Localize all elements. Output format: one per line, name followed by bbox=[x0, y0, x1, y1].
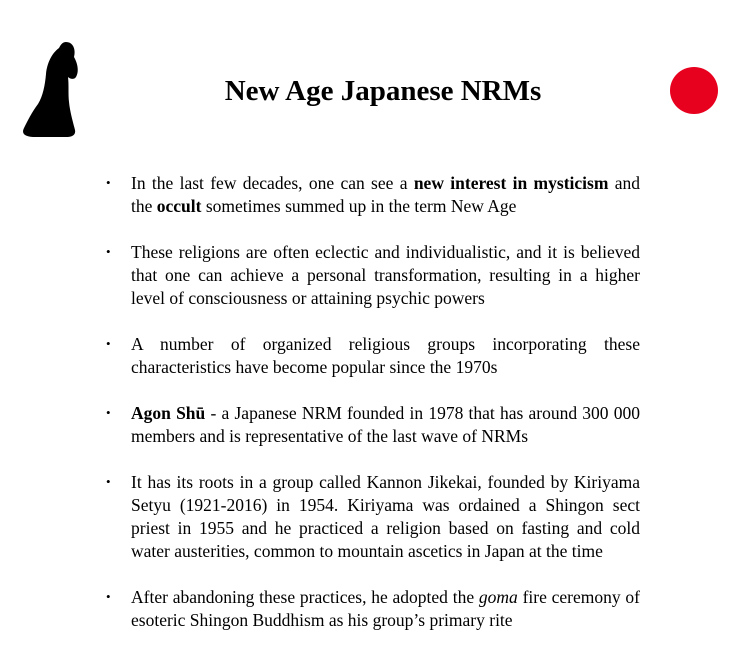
bullet-marker: • bbox=[106, 589, 111, 604]
bullet-marker: • bbox=[106, 336, 111, 351]
bullet-text: fire ceremony of esoteric Shingon Buddhism as his group’s primary rite bbox=[131, 587, 640, 630]
bullet-text: A number of organized religious groups incorporating these characteristics have become popular since the 1970s bbox=[131, 334, 640, 377]
bullet-marker: • bbox=[106, 175, 111, 190]
bullet-text: and the bbox=[131, 173, 640, 216]
bullet-text: sometimes summed up in the term New Age bbox=[201, 196, 517, 216]
bullet-marker: • bbox=[106, 474, 111, 489]
bullet-kannon-jikekai bbox=[104, 471, 640, 563]
bullet-organized-groups bbox=[104, 333, 640, 379]
bold-phrase: occult bbox=[156, 196, 202, 216]
bullet-marker: • bbox=[106, 405, 111, 420]
bold-phrase: new interest in mysticism bbox=[413, 173, 609, 193]
bullet-marker: • bbox=[106, 244, 111, 259]
slide-title: New Age Japanese NRMs bbox=[224, 75, 542, 107]
bullet-text: It has its roots in a group called Kannon Jikekai, founded by Kiriyama Setyu (1921-2016) in 1954. Kiriyama was ordained a Shingon sect priest in 1955 and he practiced a religion based on fasting and cold water austerities, common to mountain ascetics in Japan at the time bbox=[131, 472, 640, 561]
bullet-new-age-mysticism bbox=[104, 172, 640, 218]
bullet-goma-ceremony bbox=[104, 586, 640, 632]
bullet-eclectic-religions bbox=[104, 241, 640, 310]
italic-term: goma bbox=[478, 587, 518, 607]
bullet-text: After abandoning these practices, he adopted the bbox=[131, 587, 479, 607]
bullet-agon-shu bbox=[104, 402, 640, 448]
bullet-text: These religions are often eclectic and individualistic, and it is believed that one can achieve a personal transformation, resulting in a higher level of consciousness or attaining psychic powers bbox=[131, 242, 640, 308]
bullet-text: - a Japanese NRM founded in 1978 that has around 300 000 members and is representative of the last wave of NRMs bbox=[131, 403, 640, 446]
bold-phrase: Agon Shū bbox=[131, 403, 206, 423]
bullet-list bbox=[104, 172, 640, 632]
bullet-text: In the last few decades, one can see a bbox=[131, 173, 414, 193]
